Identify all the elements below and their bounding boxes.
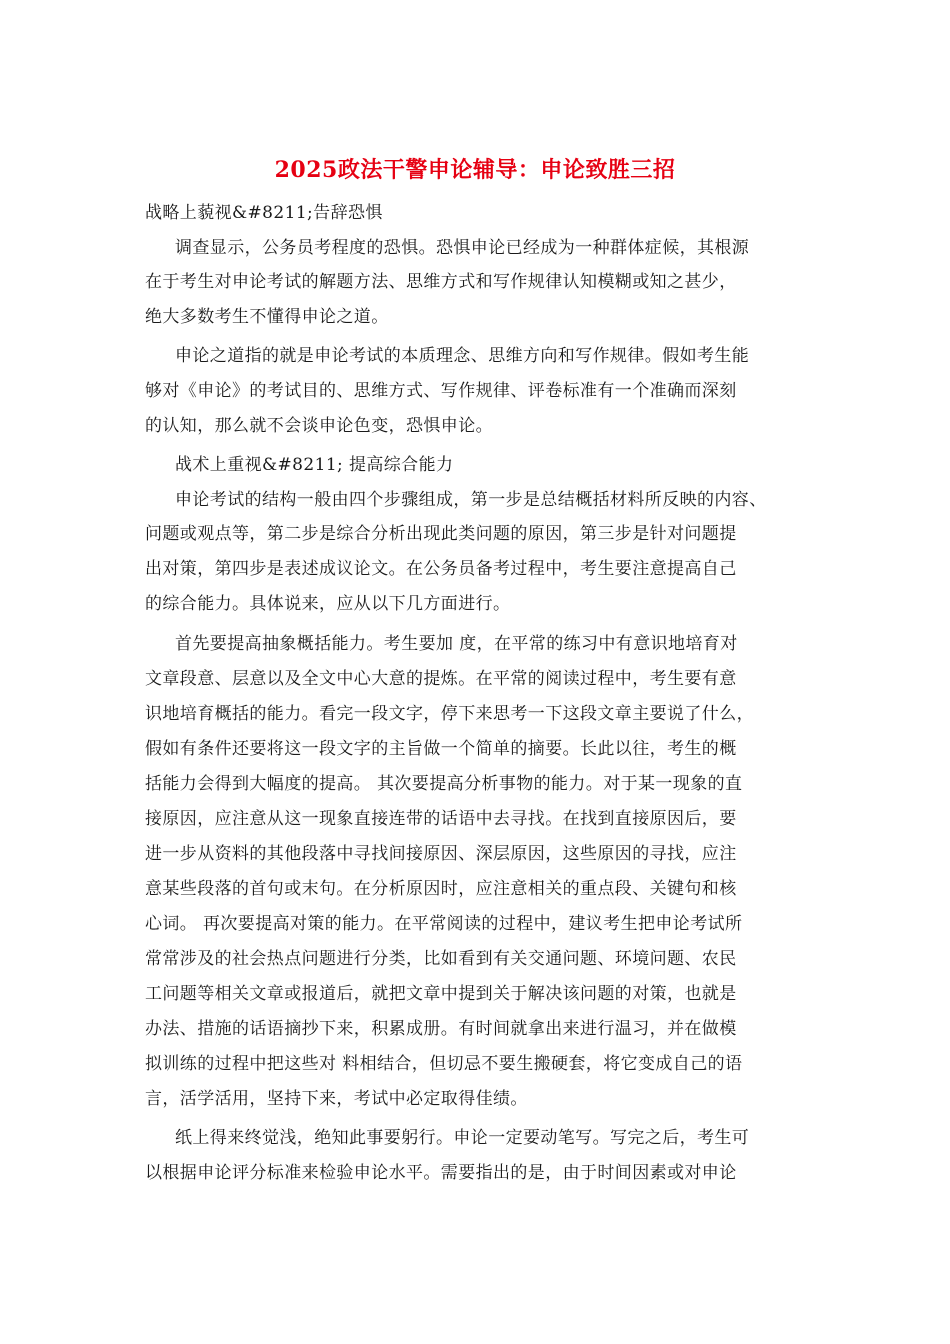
paragraph-line: 首先要提高抽象概括能力。考生要加 度，在平常的练习中有意识地培育对 [175, 634, 738, 654]
paragraph-line: 调查显示，公务员考程度的恐惧。恐惧申论已经成为一种群体症候，其根源 [175, 238, 750, 258]
paragraph-line: 言，活学活用，坚持下来，考试中必定取得佳绩。 [145, 1089, 528, 1109]
paragraph-line: 接原因，应注意从这一现象直接连带的话语中去寻找。在找到直接原因后，要 [145, 809, 737, 829]
paragraph-line: 括能力会得到大幅度的提高。 其次要提高分析事物的能力。对于某一现象的直 [145, 774, 743, 794]
paragraph-line: 在于考生对申论考试的解题方法、思维方式和写作规律认知模糊或知之甚少， [145, 272, 737, 292]
paragraph-line: 工问题等相关文章或报道后，就把文章中提到关于解决该问题的对策，也就是 [145, 984, 737, 1004]
paragraph-line: 识地培育概括的能力。看完一段文字，停下来思考一下这段文章主要说了什么， [145, 704, 754, 724]
paragraph-line: 以根据申论评分标准来检验申论水平。需要指出的是，由于时间因素或对申论 [145, 1163, 737, 1183]
paragraph-line: 意某些段落的首句或末句。在分析原因时，应注意相关的重点段、关键句和核 [145, 879, 737, 899]
section-heading-strategy: 战略上藐视&#8211;告辞恐惧 [145, 203, 383, 223]
paragraph-line: 纸上得来终觉浅，绝知此事要躬行。申论一定要动笔写。写完之后，考生可 [175, 1128, 750, 1148]
paragraph-line: 的综合能力。具体说来，应从以下几方面进行。 [145, 594, 511, 614]
paragraph-line: 问题或观点等，第二步是综合分析出现此类问题的原因，第三步是针对问题提 [145, 524, 737, 544]
paragraph-line: 绝大多数考生不懂得申论之道。 [145, 307, 389, 327]
paragraph-line: 出对策，第四步是表述成议论文。在公务员备考过程中，考生要注意提高自己 [145, 559, 737, 579]
paragraph-line: 的认知，那么就不会谈申论色变，恐惧申论。 [145, 416, 493, 436]
paragraph-line: 常常涉及的社会热点问题进行分类，比如看到有关交通问题、环境问题、农民 [145, 949, 737, 969]
paragraph-line: 进一步从资料的其他段落中寻找间接原因、深层原因，这些原因的寻找，应注 [145, 844, 737, 864]
paragraph-line: 拟训练的过程中把这些对 料相结合，但切忌不要生搬硬套，将它变成自己的语 [145, 1054, 743, 1074]
paragraph-line: 申论之道指的就是申论考试的本质理念、思维方向和写作规律。假如考生能 [175, 346, 750, 366]
paragraph-line: 够对《申论》的考试目的、思维方式、写作规律、评卷标准有一个准确而深刻 [145, 381, 737, 401]
document-title: 2025政法干警申论辅导：申论致胜三招 [274, 157, 676, 183]
paragraph-line: 心词。 再次要提高对策的能力。在平常阅读的过程中，建议考生把申论考试所 [145, 914, 743, 934]
paragraph-line: 文章段意、层意以及全文中心大意的提炼。在平常的阅读过程中，考生要有意 [145, 669, 737, 689]
paragraph-line: 假如有条件还要将这一段文字的主旨做一个简单的摘要。长此以往，考生的概 [145, 739, 737, 759]
paragraph-line: 办法、措施的话语摘抄下来，积累成册。有时间就拿出来进行温习，并在做模 [145, 1019, 737, 1039]
section-heading-tactics: 战术上重视&#8211; 提高综合能力 [175, 455, 454, 475]
paragraph-line: 申论考试的结构一般由四个步骤组成，第一步是总结概括材料所反映的内容、 [175, 490, 767, 510]
